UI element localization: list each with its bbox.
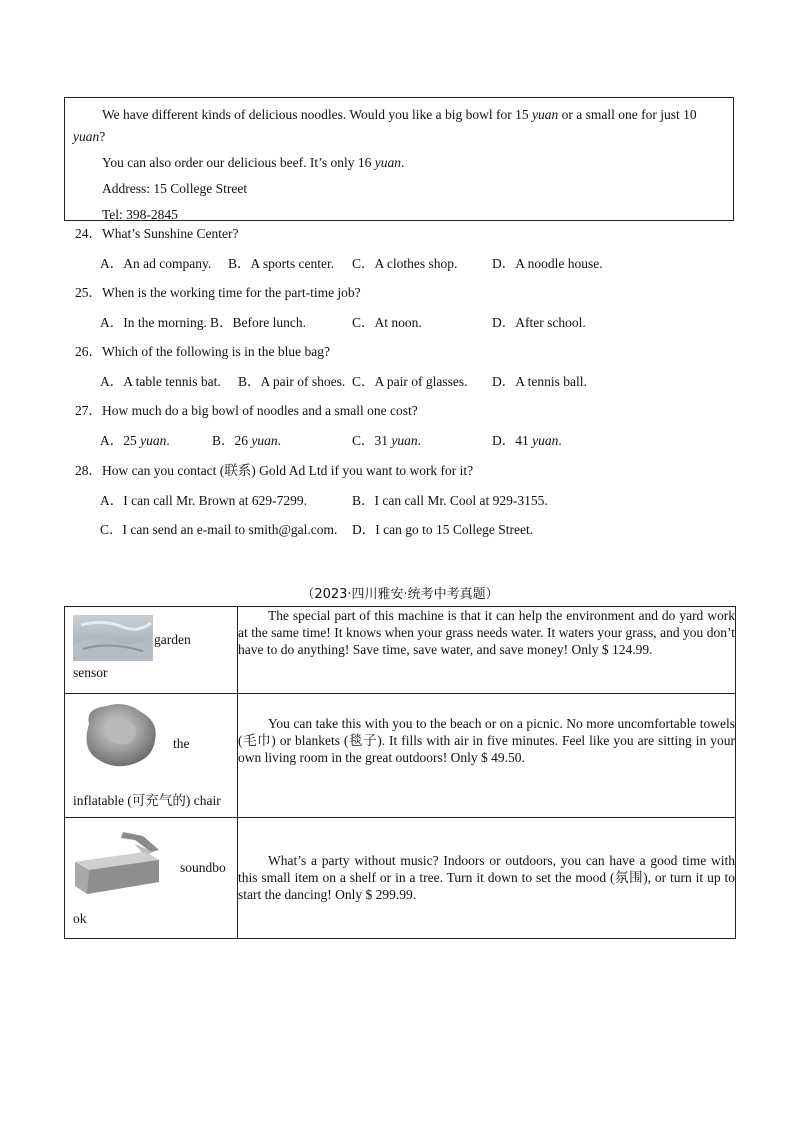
- question-26: 26．Which of the following is in the blue bag?: [75, 344, 330, 359]
- q27-option-c[interactable]: C．31 yuan.: [352, 433, 422, 448]
- inflatable-chair-image: [75, 702, 160, 770]
- product-cell-soundbook: [65, 818, 238, 939]
- product-label-inflatable-chair: inflatable (可充气的) chair: [73, 793, 221, 808]
- q27-option-d[interactable]: D．41 yuan.: [492, 433, 562, 448]
- q28-option-b[interactable]: B．I can call Mr. Cool at 929-3155.: [352, 493, 548, 508]
- product-label-the: the: [173, 736, 190, 751]
- table-row: [65, 694, 736, 818]
- ad-address: Address: 15 College Street: [102, 181, 248, 196]
- product-desc-garden-sensor: The special part of this machine is that it can help the environment and do yard work at the same time! It knows when your grass needs water. It waters your grass, and you don’t have to do anything! Save time, save water, and save money! Only $ 124.99.: [238, 607, 736, 694]
- q28-option-d[interactable]: D．I can go to 15 College Street.: [352, 522, 534, 537]
- q24-option-d[interactable]: D．A noodle house.: [492, 256, 603, 271]
- q28-option-c[interactable]: C．I can send an e-mail to smith@gal.com.: [100, 522, 338, 537]
- product-cell-garden-sensor: [65, 607, 238, 694]
- q25-option-b[interactable]: B．Before lunch.: [210, 315, 306, 330]
- q26-option-b[interactable]: B．A pair of shoes.: [238, 374, 346, 389]
- ad-beef-text: You can also order our delicious beef. It’s only 16 yuan.: [102, 155, 405, 170]
- q25-option-d[interactable]: D．After school.: [492, 315, 586, 330]
- q27-option-a[interactable]: A．25 yuan.: [100, 433, 170, 448]
- garden-sensor-image: [73, 615, 153, 661]
- product-label-sensor: sensor: [73, 665, 108, 680]
- exam-source-caption: （2023·四川雅安·统考中考真题）: [301, 587, 499, 602]
- q24-option-b[interactable]: B．A sports center.: [228, 256, 335, 271]
- noodle-ad-box: [64, 97, 734, 221]
- q24-option-c[interactable]: C．A clothes shop.: [352, 256, 458, 271]
- table-row: [65, 818, 736, 939]
- q26-option-a[interactable]: A．A table tennis bat.: [100, 374, 221, 389]
- q25-option-c[interactable]: C．At noon.: [352, 315, 422, 330]
- q26-option-d[interactable]: D．A tennis ball.: [492, 374, 587, 389]
- q25-option-a[interactable]: A．In the morning.: [100, 315, 207, 330]
- ad-noodles-text: We have different kinds of delicious noodles. Would you like a big bowl for 15 yuan or a small one for just 10 yuan?: [73, 107, 697, 144]
- table-row: [65, 607, 736, 694]
- soundbook-image: [73, 830, 161, 896]
- product-cell-inflatable-chair: [65, 694, 238, 818]
- q24-option-a[interactable]: A．An ad company.: [100, 256, 212, 271]
- q28-option-a[interactable]: A．I can call Mr. Brown at 629-7299.: [100, 493, 307, 508]
- product-label-soundbo: soundbo: [180, 860, 226, 875]
- product-label-garden: garden: [154, 632, 191, 647]
- product-desc-inflatable-chair: You can take this with you to the beach or on a picnic. No more uncomfortable towels (毛巾) or blankets (毯子). It fills with air in five minutes. Feel like you are sitting in your own living room in the great outdoors! Only $ 49.50.: [238, 694, 736, 818]
- product-table: [64, 606, 736, 939]
- question-25: 25．When is the working time for the part-time job?: [75, 285, 361, 300]
- product-desc-soundbook: What’s a party without music? Indoors or outdoors, you can have a good time with this small item on a shelf or in a tree. Turn it down to set the mood (氛围), or turn it up to start the dancing! Only $ 299.99.: [238, 818, 736, 939]
- question-27: 27．How much do a big bowl of noodles and a small one cost?: [75, 403, 418, 418]
- ad-tel: Tel: 398-2845: [102, 207, 178, 222]
- question-24: 24．What’s Sunshine Center?: [75, 226, 239, 241]
- question-28: 28．How can you contact (联系) Gold Ad Ltd if you want to work for it?: [75, 463, 474, 478]
- product-label-ok: ok: [73, 911, 87, 926]
- q27-option-b[interactable]: B．26 yuan.: [212, 433, 282, 448]
- q26-option-c[interactable]: C．A pair of glasses.: [352, 374, 468, 389]
